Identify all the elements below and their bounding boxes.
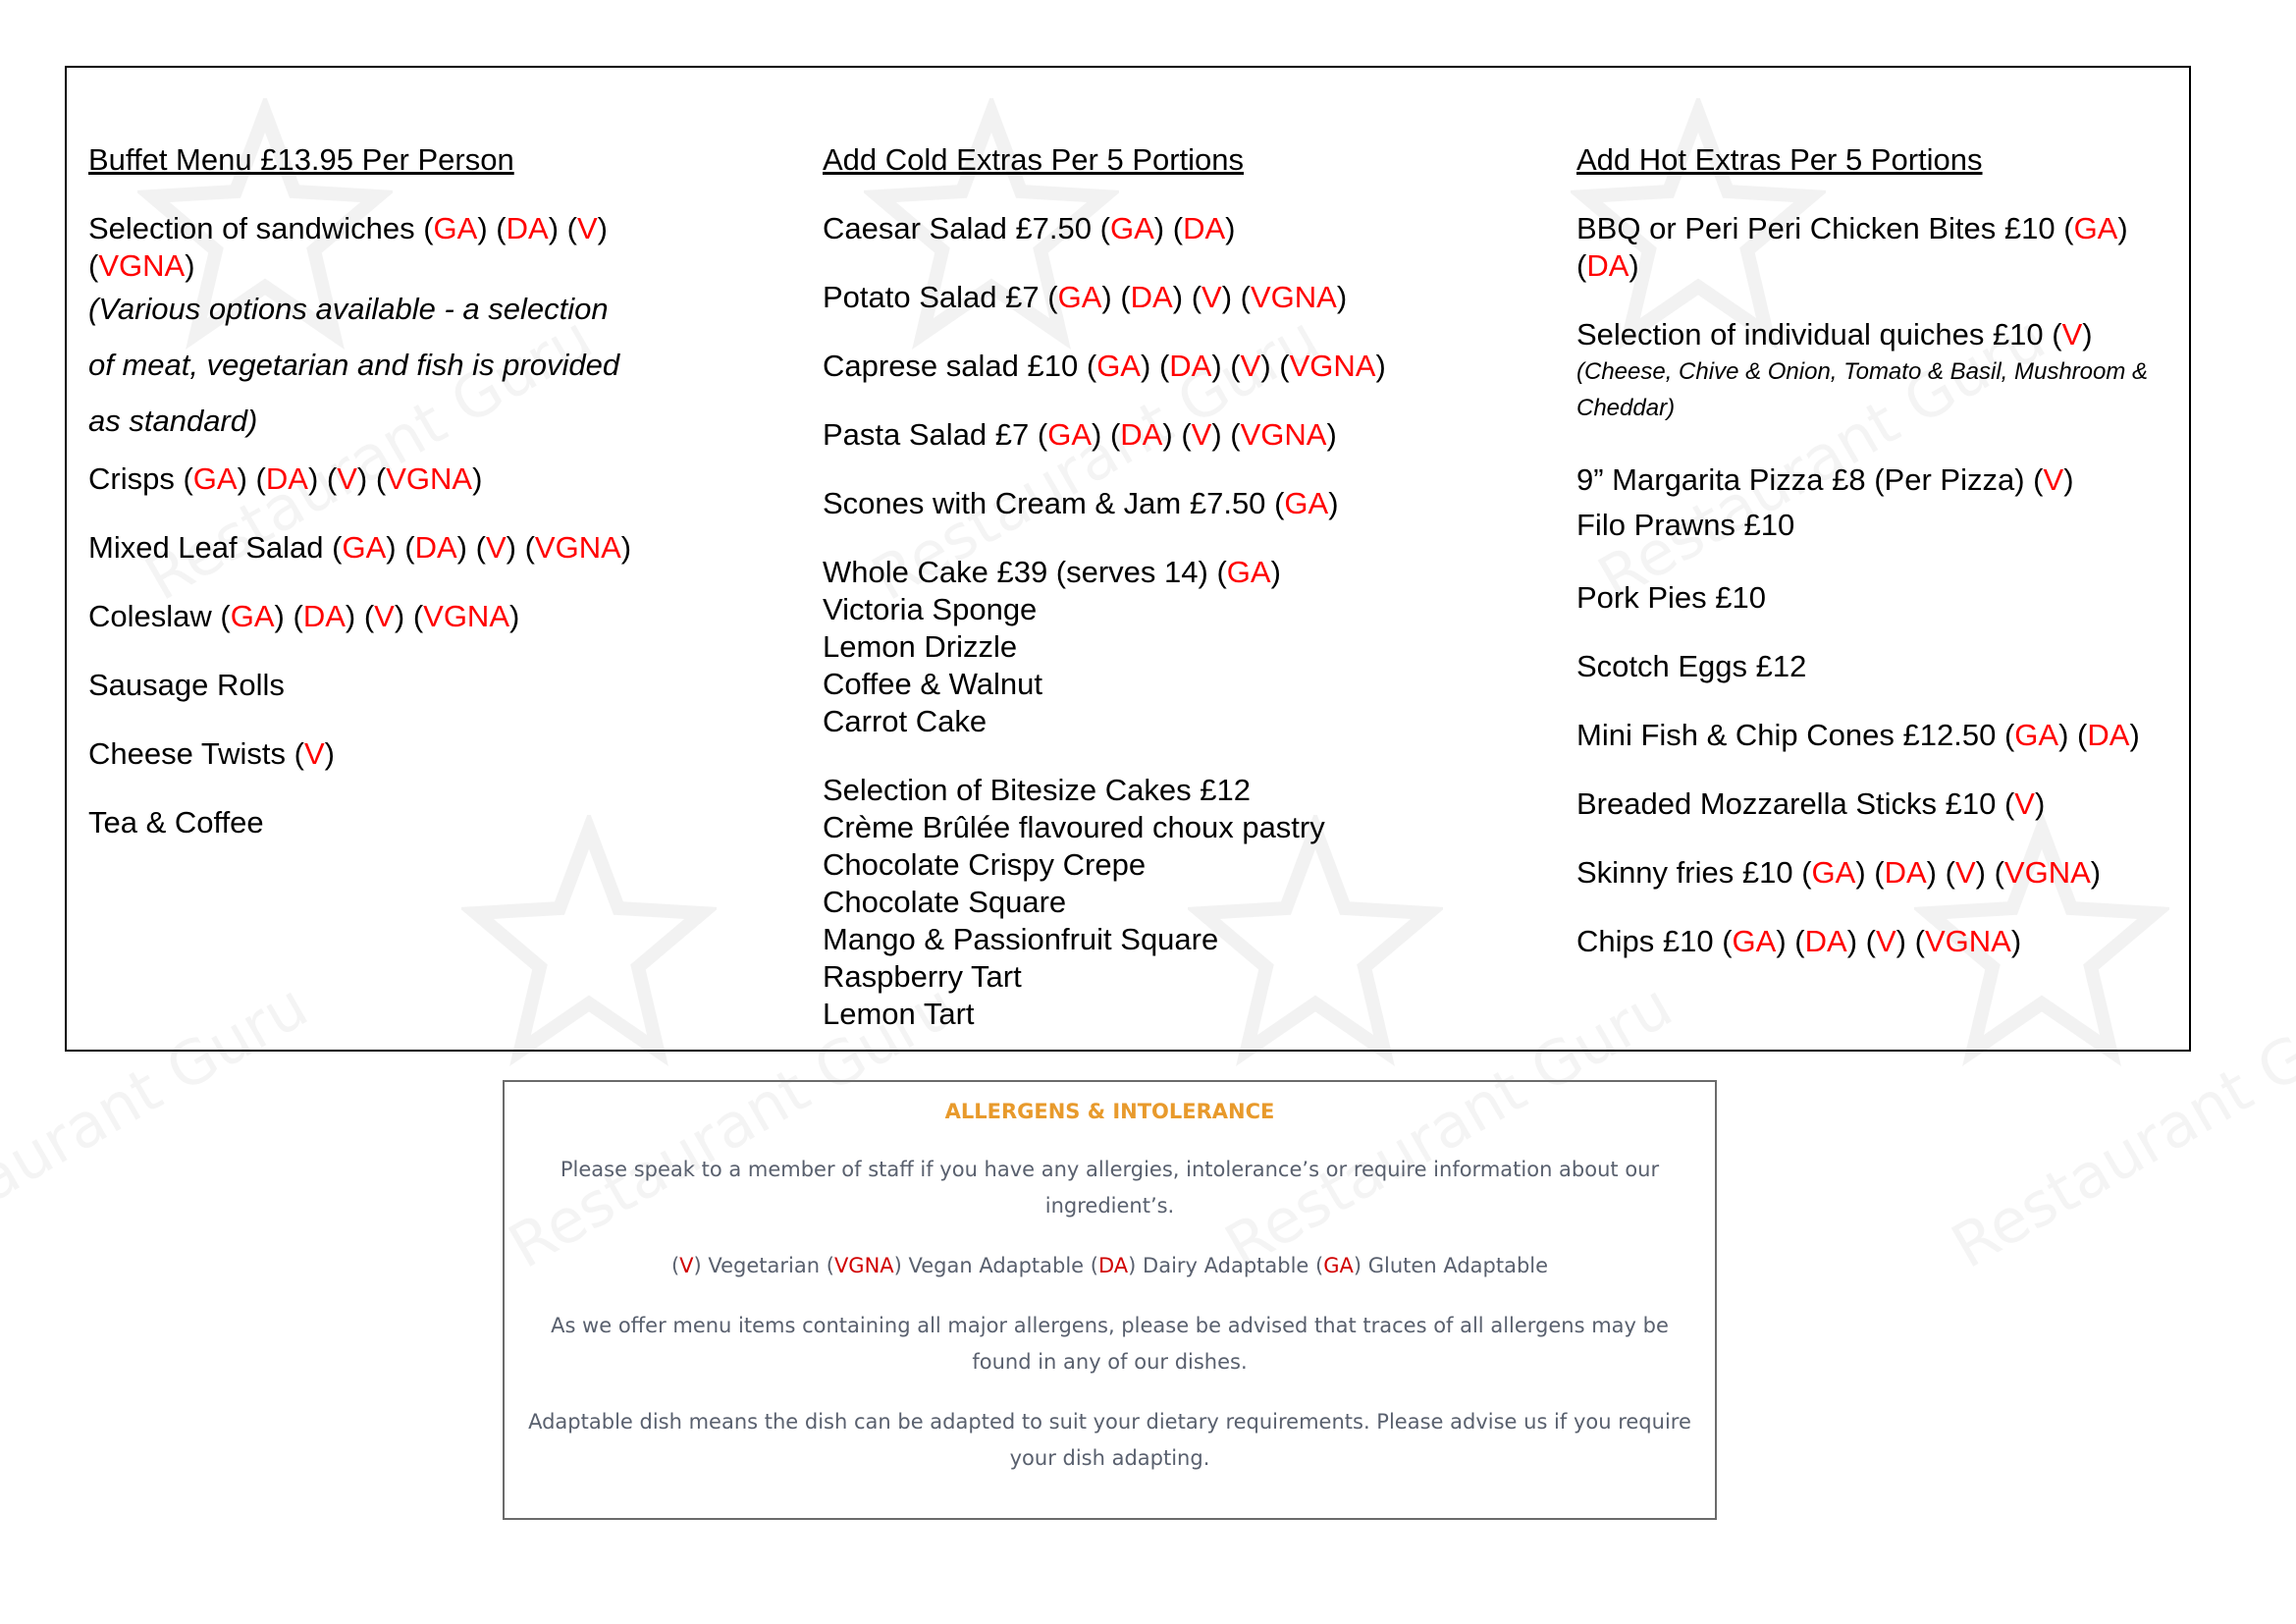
allergen-tag-ga: GA (2073, 211, 2118, 245)
item-name: Breaded Mozzarella Sticks £10 (1576, 786, 1997, 821)
allergen-key: (V) Vegetarian (VGNA) Vegan Adaptable (DA) Dairy Adaptable (GA) Gluten Adaptable (670, 1254, 1549, 1277)
buffet-list (88, 460, 638, 841)
option-item: Chocolate Crispy Crepe (823, 847, 1147, 882)
option-item: Raspberry Tart (823, 959, 1022, 994)
hot-list (1576, 579, 2175, 960)
allergen-tag-v: V (337, 461, 357, 496)
key-code-vgna: VGNA (833, 1254, 894, 1277)
option-item: Lemon Tart (823, 997, 975, 1031)
item-tags: (GA) (DA) (V) (VGNA) (1801, 855, 2102, 890)
menu-item (88, 735, 638, 773)
allergen-tag-v: V (2043, 462, 2064, 497)
allergen-tag-v: V (2061, 317, 2083, 352)
allergen-tag-ga: GA (1284, 486, 1329, 520)
allergen-tag-vgna: VGNA (423, 599, 509, 633)
option-item: Crème Brûlée flavoured choux pastry (823, 810, 1325, 844)
menu-item (88, 667, 638, 704)
pizza-item (1576, 458, 2175, 503)
item-tags: (GA) (DA) (V) (VGNA) (220, 599, 520, 633)
quiche-item (1576, 316, 2175, 426)
item-tags: (V) (2052, 317, 2093, 352)
cold-extras-column (823, 141, 1510, 1064)
key-label: Dairy Adaptable (1143, 1254, 1309, 1277)
option-item: Victoria Sponge (823, 592, 1038, 626)
menu-item (1576, 854, 2175, 892)
allergen-tag-da: DA (302, 599, 346, 633)
item-tags: (GA) (DA) (V) (VGNA) (1086, 349, 1386, 383)
allergen-traces: As we offer menu items containing all major allergens, please be advised that traces of all allergens may be found in any of our dishes. (551, 1314, 1669, 1374)
allergen-tag-vgna: VGNA (1924, 924, 2011, 958)
item-tags: (GA) (DA) (1576, 211, 2128, 283)
allergen-tag-v: V (374, 599, 395, 633)
item-tags: (GA) (1216, 555, 1281, 589)
sandwiches-item (88, 210, 638, 449)
item-tags: (GA) (DA) (2003, 718, 2140, 752)
hot-extras-column (1576, 141, 2175, 992)
item-tags: (V) (294, 736, 335, 771)
cold-extras-heading: Add Cold Extras Per 5 Portions (823, 142, 1245, 177)
allergen-tag-da: DA (506, 211, 549, 245)
item-name: Selection of sandwiches (88, 211, 415, 245)
pizza-prawns-group (1576, 458, 2175, 548)
bitesize-options (823, 809, 1510, 1033)
key-code-da: DA (1097, 1254, 1129, 1277)
menu-item (88, 804, 638, 841)
item-name: Caprese salad £10 (823, 349, 1079, 383)
allergen-tag-ga: GA (1096, 349, 1141, 383)
item-name: Sausage Rolls (88, 668, 285, 702)
allergen-tag-da: DA (1120, 417, 1163, 452)
allergen-tag-vgna: VGNA (1240, 417, 1327, 452)
allergen-tag-vgna: VGNA (98, 248, 186, 283)
item-name: Scones with Cream & Jam £7.50 (823, 486, 1266, 520)
item-tags: (GA) (DA) (V) (VGNA) (1037, 417, 1337, 452)
menu-item (1576, 717, 2175, 754)
allergen-tag-v: V (485, 530, 507, 565)
hot-extras-heading: Add Hot Extras Per 5 Portions (1576, 142, 1983, 177)
allergen-tag-v: V (1191, 417, 1212, 452)
item-tags: (GA) (DA) (V) (VGNA) (332, 530, 632, 565)
item-tags: (GA) (DA) (1099, 211, 1236, 245)
menu-item (88, 460, 638, 498)
allergen-adaptable: Adaptable dish means the dish can be adapted to suit your dietary requirements. Please advise us if you require your dish adapting. (528, 1410, 1691, 1470)
item-name: Selection of Bitesize Cakes £12 (823, 773, 1251, 807)
cake-options (823, 591, 1510, 740)
key-label: Vegan Adaptable (908, 1254, 1085, 1277)
allergen-tag-vgna: VGNA (1289, 349, 1376, 383)
item-tags: (GA) (1274, 486, 1339, 520)
option-item: Mango & Passionfruit Square (823, 922, 1219, 956)
allergen-tag-da: DA (1586, 248, 1629, 283)
item-name: Pork Pies £10 (1576, 580, 1766, 615)
menu-item (823, 210, 1510, 247)
allergen-tag-da: DA (414, 530, 457, 565)
allergen-tag-v: V (303, 736, 325, 771)
allergen-title: ALLERGENS & INTOLERANCE (944, 1100, 1275, 1123)
menu-item (823, 348, 1510, 385)
allergen-tag-ga: GA (1057, 280, 1102, 314)
option-item: Carrot Cake (823, 704, 988, 738)
item-name: BBQ or Peri Peri Chicken Bites £10 (1576, 211, 2056, 245)
item-name: Coleslaw (88, 599, 212, 633)
item-tags: (GA) (DA) (V) (VGNA) (183, 461, 483, 496)
item-tags: (V) (2033, 462, 2074, 497)
allergen-tag-da: DA (2087, 718, 2130, 752)
whole-cake-group (823, 554, 1510, 740)
item-name: Cheese Twists (88, 736, 287, 771)
item-tags: (GA) (DA) (V) (VGNA) (1722, 924, 2022, 958)
allergen-tag-v: V (1954, 855, 1976, 890)
allergen-tag-v: V (1240, 349, 1261, 383)
menu-item (88, 598, 638, 635)
menu-item (823, 279, 1510, 316)
allergen-tag-da: DA (1804, 924, 1847, 958)
allergen-tag-ga: GA (1811, 855, 1856, 890)
key-code-ga: GA (1323, 1254, 1354, 1277)
allergen-tag-v: V (576, 211, 598, 245)
allergen-tag-ga: GA (1047, 417, 1093, 452)
item-name: Tea & Coffee (88, 805, 264, 839)
item-name: Whole Cake £39 (serves 14) (823, 555, 1208, 589)
menu-box (65, 66, 2191, 1052)
item-name: Crisps (88, 461, 175, 496)
item-name: Chips £10 (1576, 924, 1714, 958)
allergen-box (503, 1080, 1717, 1520)
allergen-tag-v: V (1201, 280, 1222, 314)
item-name: Mini Fish & Chip Cones £12.50 (1576, 718, 1997, 752)
allergen-tag-v: V (2014, 786, 2035, 821)
allergen-tag-da: DA (1884, 855, 1927, 890)
sandwiches-note: (Various options available - a selection of meat, vegetarian and fish is provided as standard) (88, 292, 620, 438)
allergen-tag-da: DA (265, 461, 308, 496)
menu-item (823, 416, 1510, 454)
allergen-tag-ga: GA (2014, 718, 2059, 752)
item-tags: (GA) (DA) (V) (VGNA) (1047, 280, 1348, 314)
menu-item (1576, 579, 2175, 617)
allergen-tag-da: DA (1183, 211, 1226, 245)
menu-item (1576, 785, 2175, 823)
allergen-tag-vgna: VGNA (1250, 280, 1337, 314)
item-name: Caesar Salad £7.50 (823, 211, 1093, 245)
allergen-tag-ga: GA (230, 599, 275, 633)
item-name: Scotch Eggs £12 (1576, 649, 1807, 683)
allergen-tag-ga: GA (192, 461, 238, 496)
bitesize-group (823, 772, 1510, 1033)
allergen-tag-vgna: VGNA (534, 530, 621, 565)
key-code-v: V (679, 1254, 694, 1277)
item-name: 9” Margarita Pizza £8 (Per Pizza) (1576, 462, 2025, 497)
option-item: Chocolate Square (823, 885, 1067, 919)
prawns-item: Filo Prawns £10 (1576, 508, 1795, 542)
item-name: Pasta Salad £7 (823, 417, 1030, 452)
allergen-tag-v: V (1875, 924, 1896, 958)
quiche-note: (Cheese, Chive & Onion, Tomato & Basil, Mushroom & Cheddar) (1576, 358, 2149, 421)
menu-item (88, 529, 638, 567)
item-name: Mixed Leaf Salad (88, 530, 324, 565)
item-tags: (GA) (DA) (V) (VGNA) (88, 211, 608, 283)
menu-item (1576, 923, 2175, 960)
allergen-intro: Please speak to a member of staff if you have any allergies, intolerance’s or require information about our ingredient’s. (560, 1158, 1660, 1218)
item-name: Potato Salad £7 (823, 280, 1040, 314)
menu-item (1576, 648, 2175, 685)
buffet-column (88, 141, 638, 873)
allergen-tag-ga: GA (1109, 211, 1154, 245)
key-label: Vegetarian (708, 1254, 821, 1277)
allergen-tag-da: DA (1130, 280, 1173, 314)
allergen-tag-vgna: VGNA (2003, 855, 2091, 890)
key-label: Gluten Adaptable (1367, 1254, 1549, 1277)
item-name: Selection of individual quiches £10 (1576, 317, 2044, 352)
menu-item (823, 485, 1510, 522)
buffet-heading: Buffet Menu £13.95 Per Person (88, 142, 514, 177)
option-item: Coffee & Walnut (823, 667, 1043, 701)
item-name: Skinny fries £10 (1576, 855, 1793, 890)
allergen-tag-ga: GA (1732, 924, 1777, 958)
bbq-item (1576, 210, 2175, 285)
allergen-tag-ga: GA (342, 530, 387, 565)
cold-list (823, 210, 1510, 522)
item-tags: (V) (2003, 786, 2046, 821)
allergen-tag-ga: GA (1226, 555, 1271, 589)
allergen-tag-da: DA (1169, 349, 1212, 383)
allergen-tag-vgna: VGNA (386, 461, 473, 496)
allergen-tag-ga: GA (433, 211, 478, 245)
option-item: Lemon Drizzle (823, 629, 1018, 664)
